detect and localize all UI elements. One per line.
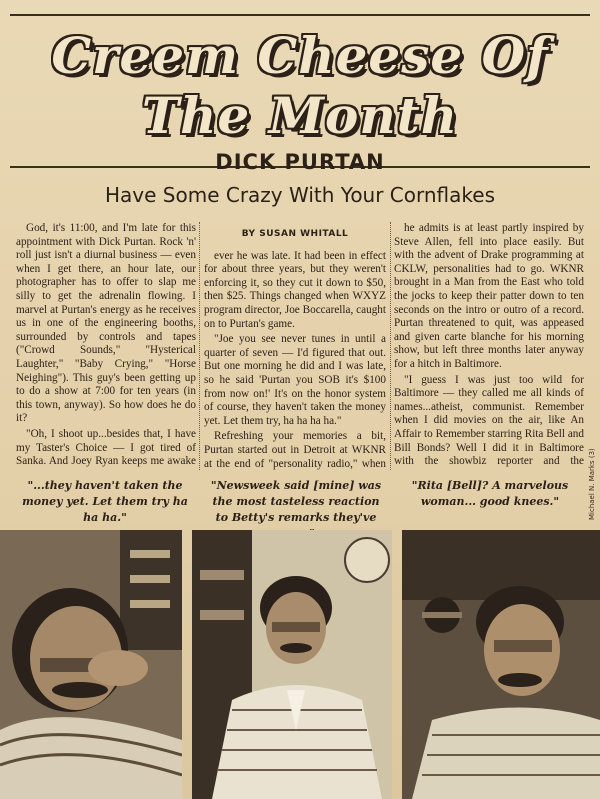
article-headline: Have Some Crazy With Your Cornflakes [104, 183, 496, 207]
photo-laughing [0, 530, 182, 799]
paragraph: "Joe you see never tunes in until a quarter of seven — I'd figured that out. But one morning he did and I was late, so he said 'Purtan you SOB it's $100 from now on!' It's on the honor system of course, they haven't taken the money yet. Let them try, ha ha ha ha." [204, 333, 386, 427]
masthead-line-1: Creem Cheese Of [51, 26, 549, 85]
photo-credit: Michael N. Marks (3) [588, 448, 596, 520]
column-divider [199, 222, 201, 470]
article-column-2 [204, 222, 386, 470]
pull-quote-3: "Rita [Bell]? A marvelous woman... good knees." [411, 479, 569, 508]
article-column-3 [394, 222, 584, 470]
pull-quote-1: "...they haven't taken the money yet. Let them try ha ha ha." [22, 479, 188, 524]
photo-smiling [402, 530, 600, 799]
photo-seated [192, 530, 392, 799]
paragraph: God, it's 11:00, and I'm late for this appointment with Dick Purtan. Rock 'n' roll just isn't a diurnal business — even when I get there, an hour late, our photographer has to offer to slap me silly to get the adrenalin flowing. I marvel at Purtan's energy as he receives us in one of the engineering booths, surrounded by controls and tapes ("Crowd Sounds," "Hysterical Laughter," "Baby Crying," "Horse Neighing"). This guy's been getting up to do a show at 7:00 for ten years (in this town, anyway). So how does he do it? [16, 222, 196, 425]
subject-name: DICK PURTAN [215, 150, 385, 174]
paragraph: he admits is at least partly inspired by Steve Allen, fell into place easily. But with the advent of Drake programming at CKLW, personalities had to go. WKNR brought in a Man from the East who told the jocks to keep their patter down to ten seconds on the intro or outro of a record. Purtan threatened to quit, was appeased and given carte blanche for his morning show, but left three months later anyway for a hitch in Baltimore. [394, 222, 584, 370]
byline: BY SUSAN WHITALL [241, 229, 349, 239]
pull-quote-2: "Newsweek said [mine] was the most tasteless reaction to Betty's remarks they've [210, 479, 382, 524]
paragraph: "Oh, I shoot up...besides that, I have my Taster's Choice — I got tired of Sanka. And Joey Ryan keeps me awake [16, 427, 196, 468]
paragraph: "I guess I was just too wild for Baltimore — they called me all kinds of names...atheist, communist. Remember when I did movies on the air, like An Affair to Remember starring Rita Bell and Bill Bonds? Well I did it in Baltimore with the showbiz reporter and the [394, 373, 584, 468]
paragraph: Refreshing your memories a bit, Purtan started out in Detroit at WKNR at the end of "personality radio," when [204, 430, 386, 470]
article-column-1 [16, 222, 196, 470]
column-divider [390, 222, 392, 470]
paragraph: ever he was late. It had been in effect for about three years, but they weren't enforcing it, so they cut it down to $50, then $25. Things changed when WXYZ program director, Joe Boccarella, caught on to Purtan's game. [204, 249, 386, 330]
masthead-line-2: The Month [141, 86, 459, 145]
